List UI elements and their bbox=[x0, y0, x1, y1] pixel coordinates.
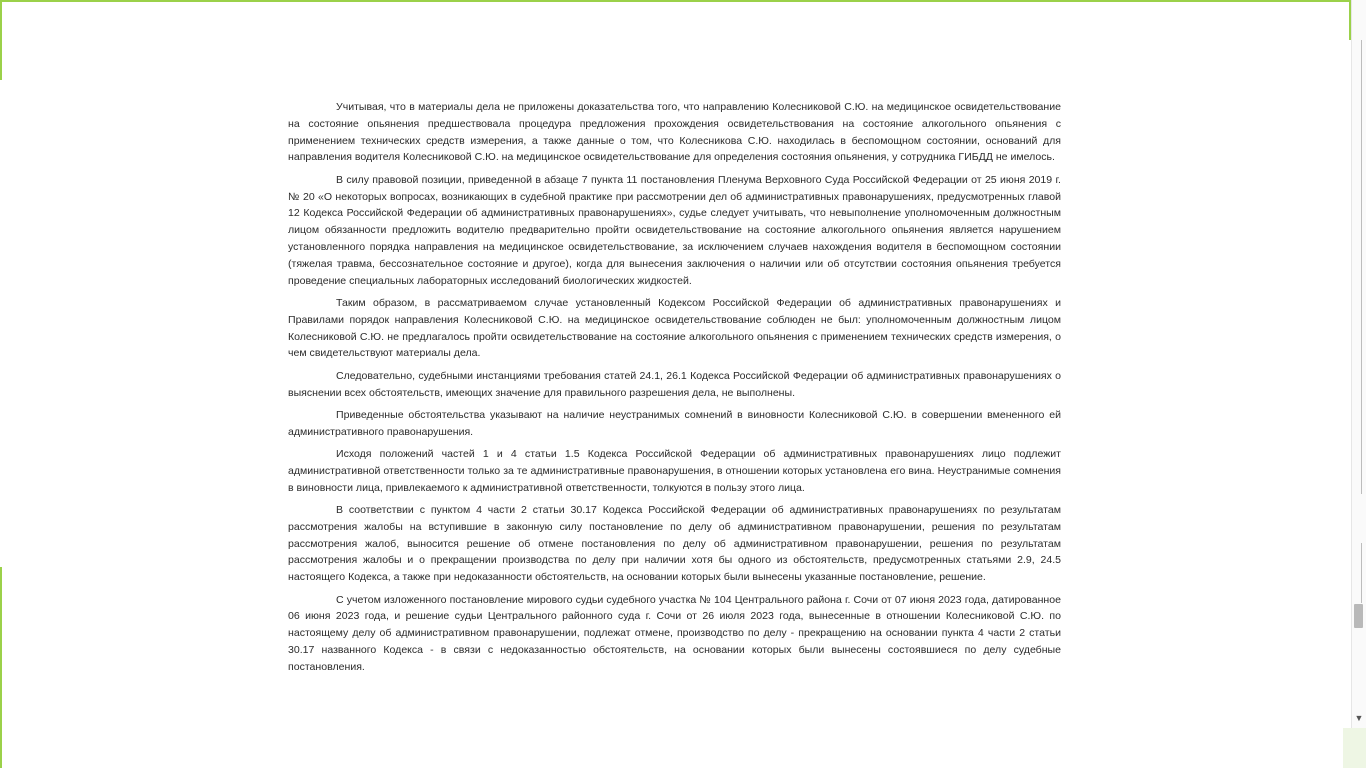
scrollbar-track-mark bbox=[1361, 40, 1362, 494]
window-corner bbox=[1343, 728, 1366, 768]
paragraph-7: В соответствии с пунктом 4 части 2 статьи 30.17 Кодекса Российской Федерации об административных правонарушениях по результатам рассмотрения жалобы на вступившие в законную силу постановление по делу об административном правонарушении, решения по результатам рассмотрения жалоб, выносится решение об отмене постановления по делу об административном правонарушении, решения по результатам рассмотрения жалобы и о прекращении производства по делу при наличии хотя бы одного из обстоятельств, предусмотренных статьями 2.9, 24.5 настоящего Кодекса, а также при недоказанности обстоятельств, на основании которых были вынесены указанные постановление, решение. bbox=[288, 504, 1061, 584]
scroll-down-arrow-icon[interactable]: ▼ bbox=[1354, 713, 1364, 723]
window-frame-left-upper bbox=[0, 0, 2, 80]
paragraph-5: Приведенные обстоятельства указывают на наличие неустранимых сомнений в виновности Колесниковой С.Ю. в совершении вмененного ей административного правонарушения. bbox=[288, 408, 1061, 438]
paragraph-4: Следовательно, судебными инстанциями требования статей 24.1, 26.1 Кодекса Российской Федерации об административных правонарушениях о выяснении всех обстоятельств, имеющих значение для правильного разрешения дела, не выполнены. bbox=[288, 369, 1061, 399]
scrollbar-thumb[interactable] bbox=[1354, 604, 1363, 628]
paragraph-8: С учетом изложенного постановление мирового судьи судебного участка № 104 Центрального района г. Сочи от 07 июня 2023 года, датированное 06 июня 2023 года, и решение судьи Центрального районного суда г. Сочи от 26 июля 2023 года, вынесенные в отношении Колесниковой С.Ю. по настоящему делу об административном правонарушении, подлежат отмене, производство по делу - прекращению на основании пункта 4 части 2 статьи 30.17 названного Кодекса - в связи с недоказанностью обстоятельств, на основании которых были вынесены состоявшиеся по делу судебные постановления. bbox=[288, 593, 1061, 673]
paragraph-3: Таким образом, в рассматриваемом случае установленный Кодексом Российской Федерации об административных правонарушениях и Правилами порядок направления Колесниковой С.Ю. на медицинское освидетельствование соблюден не был: уполномоченным должностным лицом Колесниковой С.Ю. не предлагалось пройти освидетельствование на состояние алкогольного опьянения с применением технических средств измерения, о чем свидетельствуют материалы дела. bbox=[288, 296, 1061, 360]
scrollbar-track-mark-lower bbox=[1361, 543, 1362, 603]
document-body bbox=[288, 99, 1061, 681]
window-frame-left-lower bbox=[0, 567, 2, 768]
paragraph-2: В силу правовой позиции, приведенной в абзаце 7 пункта 11 постановления Пленума Верховного Суда Российской Федерации от 25 июня 2019 г. № 20 «О некоторых вопросах, возникающих в судебной практике при рассмотрении дел об административных правонарушениях, предусмотренных главой 12 Кодекса Российской Федерации об административных правонарушениях», судье следует учитывать, что невыполнение уполномоченным должностным лицом обязанности предложить водителю предварительно пройти освидетельствование на состояние алкогольного опьянения является нарушением установленного порядка направления на медицинское освидетельствование, за исключением случаев нахождения водителя в беспомощном состоянии (тяжелая травма, бессознательное состояние и другое), когда для вынесения заключения о наличии или об отсутствии состояния опьянения требуется проведение специальных лабораторных исследований биологических жидкостей. bbox=[288, 173, 1061, 287]
paragraph-6: Исходя положений частей 1 и 4 статьи 1.5 Кодекса Российской Федерации об административных правонарушениях лицо подлежит административной ответственности только за те административные правонарушения, в отношении которых установлена его вина. Неустранимые сомнения в виновности лица, привлекаемого к административной ответственности, толкуются в пользу этого лица. bbox=[288, 448, 1061, 494]
paragraph-1: Учитывая, что в материалы дела не приложены доказательства того, что направлению Колесниковой С.Ю. на медицинское освидетельствование на состояние опьянения предшествовала процедура предложения прохождения освидетельствования на состояние алкогольного опьянения с применением технических средств измерения, а также данные о том, что Колесникова С.Ю. находилась в беспомощном состоянии, оснований для направления водителя Колесниковой С.Ю. на медицинское освидетельствование для определения состояния опьянения, у сотрудника ГИБДД не имелось. bbox=[288, 101, 1061, 164]
window-frame-top bbox=[0, 0, 1366, 2]
